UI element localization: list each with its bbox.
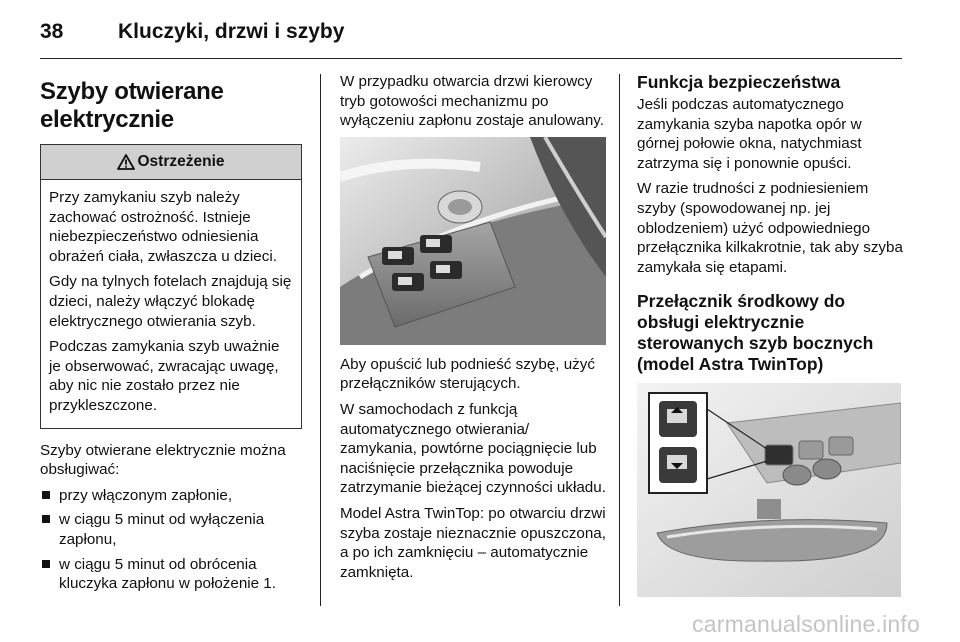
paragraph-safety-2: W razie trudności z podniesieniem szyby (spowodowanej np. jej oblodzeniem) użyć odpowiedniego przełącznika kilkakrotnie, tak aby szyba zamykała się etapami. [637,180,903,276]
paragraph-switch-usage: Aby opuścić lub podnieść szybę, użyć przełączników sterujących. [340,355,595,393]
conditions-list [40,486,302,594]
door-window-switch-photo [340,137,606,345]
column-1 [40,72,302,599]
paragraph-driver-door: W przypadku otwarcia drzwi kierowcy tryb gotowości mechanizmu po wyłączeniu zapłonu zostaje anulowany. [340,73,604,130]
page-header [40,14,920,58]
warning-body [41,180,301,428]
window-down-switch-icon [659,447,697,483]
bullet-square-icon [42,560,50,568]
list-item [40,555,302,594]
column-divider [320,74,321,606]
intro-paragraph: Szyby otwierane elektrycznie można obsługiwać: [40,441,286,479]
section-title-line: elektrycznie [40,106,174,133]
list-item-text: w ciągu 5 minut od obrócenia kluczyka zapłonu w położenie 1. [59,555,276,593]
bullet-square-icon [42,515,50,523]
paragraph-safety-1: Jeśli podczas automatycznego zamykania szyba napotka opór w górnej połowie okna, natychmiast zatrzyma się i ponownie opuści. [637,96,862,172]
center-switch-photo [637,383,901,597]
warning-title: Ostrzeżenie [137,153,225,171]
window-up-switch-icon [659,401,697,437]
warning-paragraph: Podczas zamykania szyb uważnie je obserwować, zwracając uwagę, aby nic nie zostało przez nie przykleszczone. [49,338,280,414]
watermark: carmanualsonline.info [692,611,920,637]
column-3 [637,72,907,607]
list-item [40,486,302,506]
page-number: 38 [40,20,64,43]
column-divider [619,74,620,606]
subsection-title: Przełącznik środkowy do obsługi elektrycznie sterowanych szyb bocznych (model Astra TwinTop) [637,291,874,375]
header-divider [40,58,902,59]
warning-triangle-icon [117,154,135,170]
warning-paragraph: Gdy na tylnych fotelach znajdują się dzieci, należy włączyć blokadę elektrycznego otwierania szyb. [49,273,292,330]
warning-box [40,144,302,429]
section-title [40,78,302,134]
subsection-title: Funkcja bezpieczeństwa [637,72,841,92]
chapter-title: Kluczyki, drzwi i szyby [118,20,345,43]
list-item-text: przy włączonym zapłonie, [59,486,233,504]
warning-paragraph: Przy zamykaniu szyb należy zachować ostrożność. Istnieje niebezpieczeństwo odniesienia obrażeń ciała, zwłaszcza u dzieci. [49,189,277,265]
list-item [40,510,302,549]
paragraph-auto-function: W samochodach z funkcją automatycznego otwierania/ zamykania, powtórne pociągnięcie lub naciśnięcie przełącznika powoduje zatrzymanie bieżącej czynności układu. [340,400,606,497]
paragraph-twintop: Model Astra TwinTop: po otwarciu drzwi szyba zostaje nieznacznie opuszczona, a po ich zamknięciu – automatycznie zamknięta. [340,504,606,581]
list-item-text: w ciągu 5 minut od wyłączenia zapłonu, [59,511,265,548]
bullet-square-icon [42,491,50,499]
section-title-line: Szyby otwierane [40,78,224,105]
warning-header [41,145,301,180]
column-2 [340,72,610,588]
